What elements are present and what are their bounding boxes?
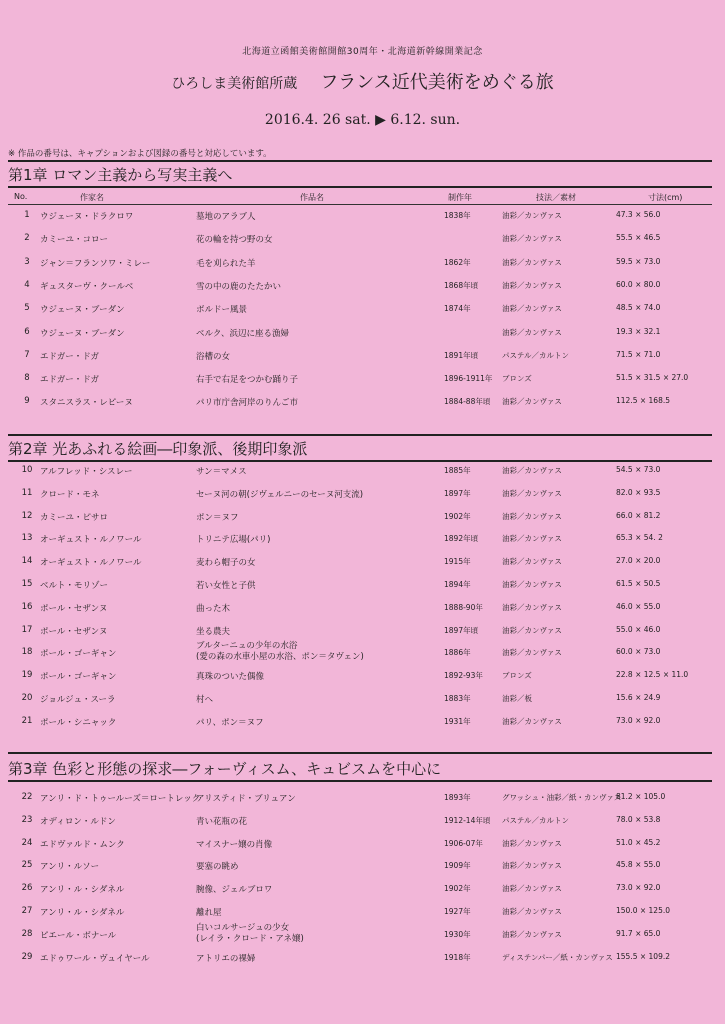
- work-size: 59.5 × 73.0: [616, 256, 661, 266]
- table-row: [8, 860, 712, 880]
- work-number: 29: [21, 951, 33, 962]
- table-row: [8, 922, 712, 949]
- table-row: [8, 327, 712, 347]
- column-header-no: No.: [14, 192, 28, 201]
- work-size: 155.5 × 109.2: [616, 951, 670, 961]
- work-year: 1897年: [444, 488, 471, 498]
- artist-name: ジャン＝フランソワ・ミレー: [40, 258, 151, 269]
- table-row: [8, 815, 712, 835]
- artist-name: アルフレッド・シスレー: [40, 467, 133, 477]
- work-number: 8: [24, 373, 30, 384]
- work-size: 48.5 × 74.0: [616, 303, 661, 313]
- column-header-year: 制作年: [448, 193, 472, 202]
- divider: [8, 186, 712, 188]
- divider: [8, 752, 712, 754]
- work-size: 60.0 × 73.0: [616, 647, 661, 657]
- artist-name: カミーユ・コロー: [40, 235, 109, 246]
- work-number: 4: [24, 279, 30, 290]
- work-size: 78.0 × 53.8: [616, 814, 661, 824]
- work-technique: 油彩／カンヴァス: [502, 884, 562, 894]
- work-number: 12: [21, 510, 33, 521]
- work-technique: 油彩／カンヴァス: [502, 929, 562, 939]
- work-number: 28: [21, 928, 33, 939]
- column-header-size: 寸法(cm): [648, 193, 683, 202]
- artist-name: エドゥワール・ヴュイヤール: [40, 953, 150, 964]
- artist-name: オディロン・ルドン: [40, 816, 116, 827]
- work-title: 右手で右足をつかむ踊り子: [196, 375, 299, 386]
- column-header-technique: 技法／素材: [536, 193, 576, 202]
- work-title: アトリエの裸婦: [196, 953, 256, 964]
- table-row: [8, 792, 712, 812]
- work-year: 1892-93年: [444, 671, 483, 681]
- table-row: [8, 579, 712, 599]
- work-title: [196, 923, 304, 945]
- work-number: 25: [21, 860, 33, 871]
- main-title: フランス近代美術をめぐる旅: [320, 72, 554, 93]
- table-row: [8, 511, 712, 531]
- work-size: 51.5 × 31.5 × 27.0: [616, 373, 689, 383]
- work-technique: 油彩／カンヴァス: [502, 257, 562, 267]
- work-title: パリ、ポン＝ヌフ: [196, 717, 264, 728]
- work-technique: 油彩／カンヴァス: [502, 511, 562, 521]
- work-year: 1885年: [444, 466, 471, 475]
- work-year: 1894年: [444, 580, 471, 589]
- work-title: 麦わら帽子の女: [196, 558, 256, 569]
- work-size: 55.5 × 46.5: [616, 233, 661, 243]
- work-number: 13: [21, 533, 33, 544]
- work-technique: パステル／カルトン: [502, 815, 569, 825]
- work-year: 1886年: [444, 648, 471, 658]
- work-title: トリニテ広場(パリ): [196, 535, 271, 546]
- work-year: 1862年: [444, 257, 471, 267]
- work-technique: 油彩／カンヴァス: [502, 861, 562, 871]
- work-year: 1891年頃: [444, 350, 479, 360]
- work-size: 150.0 × 125.0: [616, 906, 670, 915]
- work-title-line: 白いコルサージュの少女: [196, 922, 290, 933]
- work-size: 55.0 × 46.0: [616, 624, 661, 634]
- artist-name: ポール・ゴーギャン: [40, 649, 117, 660]
- work-year: 1897年頃: [444, 625, 479, 635]
- artist-name: クロード・モネ: [40, 489, 100, 500]
- work-number: 16: [21, 601, 33, 612]
- work-technique: 油彩／カンヴァス: [502, 397, 562, 407]
- work-title: ベルク、浜辺に座る漁婦: [196, 328, 289, 339]
- work-title: 坐る農夫: [196, 626, 231, 637]
- work-technique: 油彩／カンヴァス: [502, 716, 562, 726]
- artist-name: ウジェーヌ・ブーダン: [40, 305, 125, 316]
- work-number: 19: [21, 670, 33, 681]
- work-year: 1896-1911年: [444, 374, 493, 384]
- table-row: [8, 280, 712, 300]
- work-number: 9: [24, 396, 30, 407]
- work-technique: 油彩／カンヴァス: [502, 557, 562, 567]
- work-technique: 油彩／カンヴァス: [502, 534, 562, 544]
- commemoration-line: 北海道立函館美術館開館30周年・北海道新幹線開業記念: [242, 47, 483, 57]
- artist-name: エドガー・ドガ: [40, 351, 99, 362]
- work-size: 46.0 × 55.0: [616, 601, 661, 611]
- work-number: 24: [21, 837, 33, 848]
- table-row: [8, 906, 712, 926]
- work-number: 26: [21, 883, 33, 894]
- work-year: 1906-07年: [444, 838, 483, 848]
- artist-name: アンリ・ル・シダネル: [40, 885, 125, 896]
- work-year: 1892年頃: [444, 534, 479, 544]
- table-row: [8, 233, 712, 253]
- work-title: サン＝マメス: [196, 467, 247, 477]
- work-size: 81.2 × 105.0: [616, 792, 666, 801]
- numbering-note: ※ 作品の番号は、キャプションおよび図録の番号と対応しています。: [8, 149, 272, 159]
- work-year: 1868年頃: [444, 280, 479, 290]
- work-title: マイスナー嬢の肖像: [196, 839, 273, 850]
- work-technique: パステル／カルトン: [502, 350, 569, 360]
- table-row: [8, 488, 712, 508]
- work-size: 91.7 × 65.0: [616, 928, 661, 938]
- artist-name: ポール・ゴーギャン: [40, 672, 117, 683]
- column-header-artist: 作家名: [80, 193, 104, 202]
- work-size: 73.0 × 92.0: [616, 715, 661, 725]
- table-row: [8, 465, 712, 485]
- work-technique: 油彩／カンヴァス: [502, 327, 562, 337]
- work-technique: 油彩／カンヴァス: [502, 625, 562, 635]
- work-technique: 油彩／カンヴァス: [502, 211, 562, 220]
- table-row: [8, 396, 712, 416]
- work-year: 1930年: [444, 929, 471, 939]
- artist-name: ピエール・ボナール: [40, 930, 117, 941]
- work-number: 10: [21, 465, 33, 475]
- exhibition-title: [0, 68, 725, 94]
- work-title: ボルドー風景: [196, 305, 248, 316]
- work-technique: 油彩／カンヴァス: [502, 234, 562, 244]
- work-size: 47.3 × 56.0: [616, 210, 661, 219]
- work-size: 82.0 × 93.5: [616, 487, 661, 497]
- table-row: [8, 670, 712, 690]
- work-title: 花の輪を持つ野の女: [196, 235, 273, 246]
- work-year: 1902年: [444, 511, 471, 521]
- work-number: 5: [24, 303, 30, 314]
- work-title-subline: (愛の森の水車小屋の水浴、ポン＝タヴェン): [196, 652, 364, 663]
- work-technique: 油彩／カンヴァス: [502, 304, 562, 314]
- work-number: 20: [21, 693, 33, 703]
- work-year: 1912-14年頃: [444, 815, 491, 825]
- work-title: パリ市庁舎河岸のりんご市: [196, 398, 299, 409]
- work-technique: ディステンパー／紙・カンヴァス: [502, 952, 613, 962]
- work-title: 雪の中の鹿のたたかい: [196, 281, 282, 292]
- work-title: 要塞の眺め: [196, 862, 239, 873]
- work-size: 27.0 × 20.0: [616, 556, 661, 566]
- work-size: 51.0 × 45.2: [616, 837, 661, 847]
- artist-name: ポール・セザンヌ: [40, 603, 108, 614]
- header-divider: [8, 204, 712, 205]
- work-title: ポン＝ヌフ: [196, 512, 239, 523]
- work-title: アリスティド・ブリュアン: [196, 794, 296, 804]
- work-year: 1918年: [444, 952, 471, 962]
- work-number: 27: [21, 906, 33, 916]
- collection-subtitle: ひろしま美術館所蔵: [171, 76, 298, 92]
- work-size: 61.5 × 50.5: [616, 579, 661, 588]
- work-size: 65.3 × 54. 2: [616, 533, 663, 543]
- work-size: 66.0 × 81.2: [616, 510, 661, 520]
- work-technique: 油彩／カンヴァス: [502, 280, 562, 290]
- work-size: 22.8 × 12.5 × 11.0: [616, 670, 689, 680]
- divider: [8, 160, 712, 162]
- column-header-title: 作品名: [300, 193, 324, 202]
- work-year: 1909年: [444, 861, 471, 871]
- work-technique: 油彩／カンヴァス: [502, 580, 562, 589]
- artist-name: ベルト・モリゾー: [40, 581, 109, 591]
- work-title-line: ブルターニュの少年の水浴: [196, 641, 298, 652]
- work-title: セーヌ河の朝(ジヴェルニーのセーヌ河支流): [196, 489, 364, 500]
- artist-name: エドヴァルド・ムンク: [40, 839, 125, 850]
- work-size: 15.6 × 24.9: [616, 693, 661, 702]
- artist-name: ポール・シニャック: [40, 717, 117, 728]
- work-year: 1874年: [444, 304, 471, 314]
- work-year: 1838年: [444, 211, 471, 220]
- divider: [8, 434, 712, 436]
- work-number: 22: [21, 792, 33, 802]
- table-row: [8, 641, 712, 667]
- work-technique: ブロンズ: [502, 374, 532, 384]
- work-size: 45.8 × 55.0: [616, 860, 661, 870]
- work-number: 7: [24, 349, 30, 360]
- artist-name: ウジェーヌ・ブーダン: [40, 328, 125, 339]
- work-technique: 油彩／板: [502, 694, 532, 703]
- work-year: 1902年: [444, 884, 471, 894]
- work-number: 3: [24, 256, 30, 267]
- artist-name: ポール・セザンヌ: [40, 626, 108, 637]
- work-technique: ブロンズ: [502, 671, 532, 681]
- work-size: 19.3 × 32.1: [616, 326, 661, 336]
- work-number: 2: [24, 233, 30, 244]
- work-number: 17: [21, 624, 33, 635]
- work-year: 1883年: [444, 694, 471, 703]
- work-number: 18: [21, 647, 33, 658]
- artist-name: エドガー・ドガ: [40, 375, 99, 386]
- chapter-2-heading: 第2章 光あふれる絵画―印象派、後期印象派: [8, 440, 308, 458]
- work-year: 1888-90年: [444, 602, 483, 612]
- work-title: 若い女性と子供: [196, 581, 256, 591]
- artist-name: オーギュスト・ルノワール: [40, 535, 142, 546]
- table-row: [8, 883, 712, 903]
- artist-name: オーギュスト・ルノワール: [40, 558, 142, 569]
- chapter-3-heading: 第3章 色彩と形態の探求―フォーヴィスム、キュビスムを中心に: [8, 760, 442, 778]
- work-title: 曲った木: [196, 603, 231, 614]
- work-title: 腕像、ジェルブロワ: [196, 885, 273, 896]
- work-year: 1927年: [444, 907, 471, 916]
- artist-name: スタニスラス・レピーヌ: [40, 398, 133, 409]
- work-title: [196, 641, 364, 663]
- work-number: 11: [21, 487, 33, 498]
- work-title: 村へ: [196, 695, 214, 705]
- artist-name: ウジェーヌ・ドラクロワ: [40, 212, 134, 222]
- work-size: 112.5 × 168.5: [616, 396, 670, 406]
- exhibition-dates: 2016.4. 26 sat. ▶ 6.12. sun.: [264, 112, 461, 128]
- work-size: 54.5 × 73.0: [616, 465, 661, 474]
- table-row: [8, 556, 712, 576]
- work-number: 6: [24, 326, 30, 337]
- table-row: [8, 533, 712, 553]
- work-number: 23: [21, 814, 33, 825]
- work-technique: 油彩／カンヴァス: [502, 907, 562, 916]
- table-row: [8, 716, 712, 736]
- table-row: [8, 373, 712, 393]
- work-number: 14: [21, 556, 33, 567]
- table-row: [8, 257, 712, 277]
- work-number: 1: [24, 210, 30, 220]
- work-number: 15: [21, 579, 33, 589]
- work-year: 1884-88年頃: [444, 397, 491, 407]
- artist-name: アンリ・ルソー: [40, 862, 100, 873]
- work-size: 71.5 × 71.0: [616, 349, 661, 359]
- work-size: 73.0 × 92.0: [616, 883, 661, 893]
- work-title: 墓地のアラブ人: [196, 212, 256, 222]
- chapter-1-heading: 第1章 ロマン主義から写実主義へ: [8, 166, 233, 184]
- artist-name: ジョルジュ・スーラ: [40, 695, 116, 705]
- table-row: [8, 952, 712, 972]
- artist-name: アンリ・ル・シダネル: [40, 908, 125, 918]
- work-number: 21: [21, 715, 33, 726]
- work-technique: 油彩／カンヴァス: [502, 466, 562, 475]
- divider: [8, 780, 712, 782]
- divider: [8, 460, 712, 462]
- work-title: 離れ屋: [196, 908, 222, 918]
- table-row: [8, 602, 712, 622]
- work-title-subline: (レイラ・クロード・アネ嬢): [196, 933, 304, 944]
- work-year: 1893年: [444, 793, 471, 802]
- work-technique: 油彩／カンヴァス: [502, 838, 562, 848]
- artist-name: カミーユ・ピサロ: [40, 512, 109, 523]
- work-technique: 油彩／カンヴァス: [502, 648, 562, 658]
- work-title: 浴槽の女: [196, 351, 231, 362]
- work-title: 毛を刈られた羊: [196, 258, 256, 269]
- work-title: 青い花瓶の花: [196, 816, 248, 827]
- work-title: 真珠のついた偶像: [196, 672, 265, 683]
- table-row: [8, 350, 712, 370]
- work-year: 1915年: [444, 557, 471, 567]
- work-technique: 油彩／カンヴァス: [502, 602, 562, 612]
- table-row: [8, 303, 712, 323]
- work-size: 60.0 × 80.0: [616, 279, 661, 289]
- work-year: 1931年: [444, 716, 471, 726]
- work-technique: グワッシュ・油彩／紙・カンヴァス: [502, 793, 622, 802]
- table-row: [8, 210, 712, 230]
- work-technique: 油彩／カンヴァス: [502, 488, 562, 498]
- table-row: [8, 693, 712, 713]
- artist-name: ギュスターヴ・クールベ: [40, 281, 134, 292]
- artist-name: アンリ・ド・トゥールーズ＝ロートレック: [40, 794, 201, 804]
- table-row: [8, 838, 712, 858]
